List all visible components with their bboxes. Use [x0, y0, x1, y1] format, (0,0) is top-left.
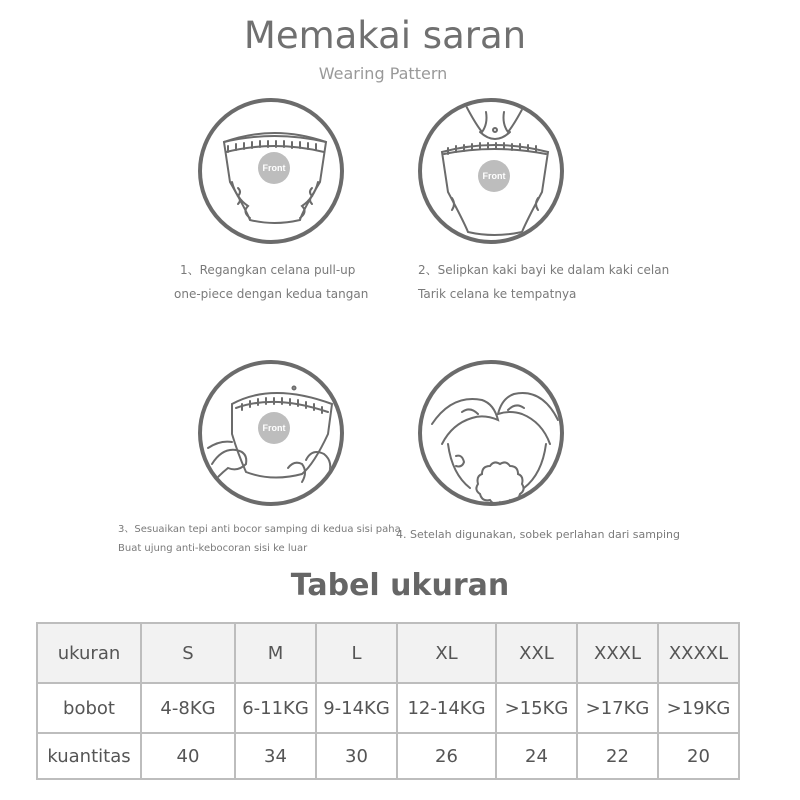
table-row	[37, 683, 739, 733]
front-badge: Front	[478, 160, 510, 192]
table-cell: ukuran	[37, 623, 141, 683]
diaper-front-icon	[198, 98, 344, 244]
table-cell: 20	[658, 733, 739, 779]
step-4-line-1: 4. Setelah digunakan, sobek perlahan dari samping	[396, 528, 680, 541]
table-cell: 24	[496, 733, 577, 779]
step-1-line-1: 1、Regangkan celana pull-up	[180, 263, 356, 277]
size-table-title: Tabel ukuran	[290, 568, 510, 603]
table-cell: >19KG	[658, 683, 739, 733]
table-cell: >15KG	[496, 683, 577, 733]
table-cell: 40	[141, 733, 235, 779]
table-cell: S	[141, 623, 235, 683]
step-3-line-2: Buat ujung anti-kebocoran sisi ke luar	[118, 543, 308, 554]
table-cell: 30	[316, 733, 397, 779]
table-cell: 9-14KG	[316, 683, 397, 733]
table-cell: 6-11KG	[235, 683, 316, 733]
table-row	[37, 733, 739, 779]
step-3-line-1: 3、Sesuaikan tepi anti bocor samping di kedua sisi paha	[118, 524, 401, 535]
table-cell: 26	[397, 733, 496, 779]
table-cell: 4-8KG	[141, 683, 235, 733]
table-cell: XXXL	[577, 623, 658, 683]
table-cell: XL	[397, 623, 496, 683]
size-table	[36, 622, 740, 780]
legs-into-diaper-icon	[418, 98, 564, 244]
table-row	[37, 623, 739, 683]
table-cell: XXL	[496, 623, 577, 683]
front-badge: Front	[258, 152, 290, 184]
step-2-line-2: Tarik celana ke tempatnya	[418, 287, 577, 301]
table-cell: 22	[577, 733, 658, 779]
table-cell: M	[235, 623, 316, 683]
table-cell: >17KG	[577, 683, 658, 733]
table-cell: 12-14KG	[397, 683, 496, 733]
step-1-line-2: one-piece dengan kedua tangan	[174, 287, 369, 301]
table-cell: 34	[235, 733, 316, 779]
page-subtitle: Wearing Pattern	[318, 64, 448, 83]
table-cell: XXXXL	[658, 623, 739, 683]
page-title: Memakai saran	[243, 14, 527, 57]
front-badge: Front	[258, 412, 290, 444]
table-cell: bobot	[37, 683, 141, 733]
tear-side-icon	[418, 360, 564, 506]
table-cell: L	[316, 623, 397, 683]
adjust-leak-guard-icon	[198, 360, 344, 506]
step-2-line-1: 2、Selipkan kaki bayi ke dalam kaki celan	[418, 263, 670, 277]
table-cell: kuantitas	[37, 733, 141, 779]
